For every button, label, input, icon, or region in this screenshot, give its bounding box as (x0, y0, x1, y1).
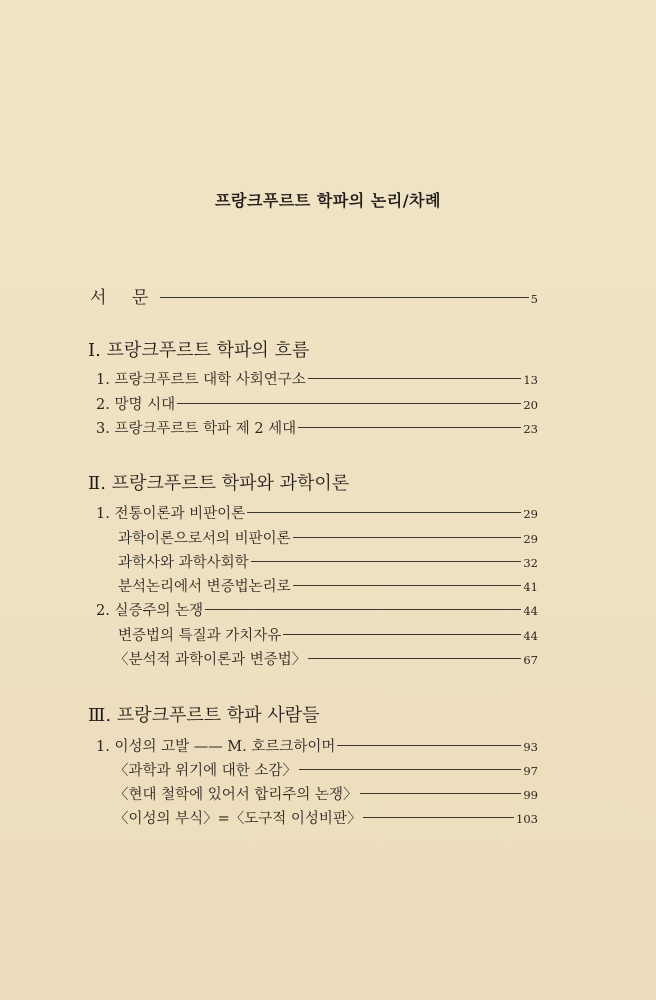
toc-entry[interactable] (96, 417, 538, 438)
toc-entry-label: 과학사와 과학사회학 (118, 555, 249, 571)
dot-leader (308, 378, 522, 379)
toc-entry-label: 〈이성의 부식〉=〈도구적 이성비판〉 (114, 811, 362, 827)
toc-entry[interactable] (96, 735, 538, 756)
dot-leader (299, 769, 521, 770)
toc-entry[interactable] (118, 575, 538, 596)
toc-entry[interactable] (114, 759, 538, 780)
toc-entry[interactable] (118, 527, 538, 548)
toc-page-number: 13 (523, 373, 538, 387)
toc-page-number: 29 (523, 532, 538, 546)
toc-page-number: 103 (516, 812, 538, 826)
toc-entry-label: 1. 이성의 고발 —— M. 호르크하이머 (96, 739, 336, 755)
dot-leader (298, 427, 521, 428)
page-title: 프랑크푸르트 학파의 논리/차례 (215, 191, 441, 210)
toc-entry[interactable] (114, 807, 538, 828)
dot-leader (363, 817, 514, 818)
toc-page-number: 32 (523, 556, 538, 570)
toc-entry-label: 서 문 (90, 288, 159, 308)
toc-entry-preface[interactable] (90, 283, 538, 308)
toc-entry-label: 2. 실증주의 논쟁 (96, 603, 204, 619)
toc-entry-label: 〈현대 철학에 있어서 합리주의 논쟁〉 (114, 787, 358, 803)
dot-leader (160, 297, 528, 298)
toc-page-number: 23 (523, 422, 538, 436)
toc-entry-label: 과학이론으로서의 비판이론 (118, 531, 291, 547)
toc-page-number: 44 (523, 629, 538, 643)
toc-page-number: 41 (523, 580, 538, 594)
dot-leader (251, 561, 522, 562)
toc-page-number: 99 (523, 788, 538, 802)
toc-entry-label: 〈분석적 과학이론과 변증법〉 (114, 652, 307, 668)
dot-leader (293, 585, 522, 586)
toc-entry-label: 3. 프랑크푸르트 학파 제 2 세대 (96, 421, 297, 437)
toc-entry-label: 변증법의 특질과 가치자유 (118, 628, 282, 644)
dot-leader (247, 512, 521, 513)
toc-page-number: 5 (530, 292, 538, 306)
toc-entry-label: 〈과학과 위기에 대한 소감〉 (114, 763, 297, 779)
toc-entry-label: 2. 망명 시대 (96, 397, 176, 413)
dot-leader (293, 537, 522, 538)
section-heading-2[interactable]: Ⅱ. 프랑크푸르트 학파와 과학이론 (88, 473, 350, 494)
toc-entry[interactable] (118, 624, 538, 645)
toc-entry[interactable] (96, 368, 538, 389)
toc-entry[interactable] (96, 599, 538, 620)
dot-leader (205, 609, 521, 610)
dot-leader (360, 793, 522, 794)
toc-page-number: 93 (523, 740, 538, 754)
dot-leader (177, 403, 521, 404)
toc-entry[interactable] (114, 648, 538, 669)
toc-entry-label: 분석논리에서 변증법논리로 (118, 579, 291, 595)
toc-entry-label: 1. 전통이론과 비판이론 (96, 506, 246, 522)
toc-entry[interactable] (118, 551, 538, 572)
dot-leader (308, 658, 521, 659)
section-heading-1[interactable]: Ⅰ. 프랑크푸르트 학파의 흐름 (88, 340, 310, 361)
toc-entry-label: 1. 프랑크푸르트 대학 사회연구소 (96, 372, 306, 388)
toc-entry[interactable] (114, 783, 538, 804)
toc-entry[interactable] (96, 502, 538, 523)
section-heading-3[interactable]: Ⅲ. 프랑크푸르트 학파 사람들 (88, 705, 320, 726)
dot-leader (283, 634, 521, 635)
toc-entry[interactable] (96, 393, 538, 414)
dot-leader (337, 745, 521, 746)
toc-page-number: 44 (523, 604, 538, 618)
toc-page-number: 97 (523, 764, 538, 778)
toc-page-number: 67 (523, 653, 538, 667)
toc-page-number: 20 (523, 398, 538, 412)
toc-page-number: 29 (523, 507, 538, 521)
